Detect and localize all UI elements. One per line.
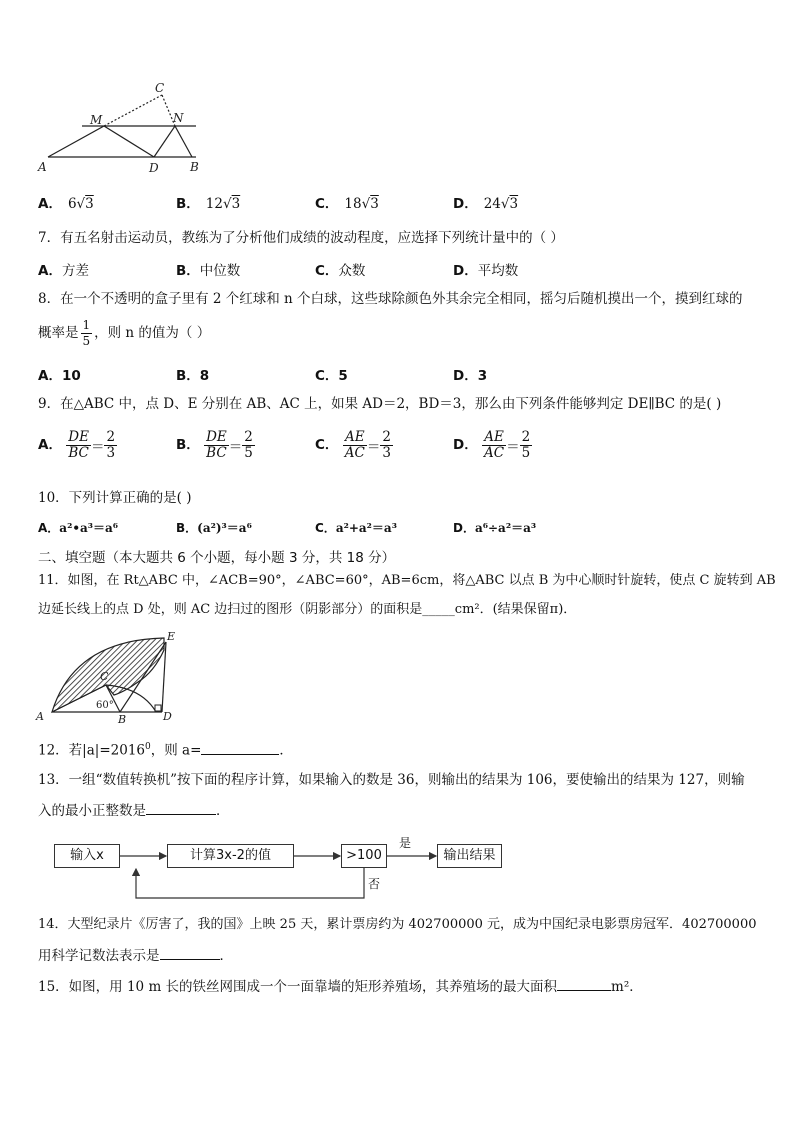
q13-line1: 13．一组“数值转换机”按下面的程序计算，如果输入的数是 36，则输出的结果为 106，要使输出的结果为 127，则输 [38,772,745,788]
q8-option-c: C．5 [315,368,348,384]
flow-compute-box: 计算3x-2的值 [167,844,294,868]
flow-input-box: 输入x [54,844,120,868]
q8-option-d: D．3 [453,368,488,384]
label-a: A [38,160,47,174]
q14-answer-blank[interactable] [160,947,220,960]
label-c: C [155,81,165,95]
arrow-loop-back [136,868,364,898]
q10-text: 10．下列计算正确的是( ) [38,490,192,506]
q9-option-c: C． $\frac{AE}{AC}$ ＝ $\frac{2}{3}$ [315,429,391,461]
q14-line2: 用科学记数法表示是 ． [38,948,233,964]
section-2-heading: 二、填空题（本大题共 6 个小题，每小题 3 分，共 18 分） [38,550,396,566]
q7-option-a: A．方差 [38,263,89,279]
q8-line1: 8．在一个不透明的盒子里有 2 个红球和 n 个白球，这些球除颜色外其余完全相同，摇匀后随机摸出一个，摸到红球的 [38,291,743,307]
q7-text: 7．有五名射击运动员，教练为了分析他们成绩的波动程度，应选择下列统计量中的（ ） [38,230,564,246]
label-b: B [190,160,199,174]
q10-option-c: C．a²+a²＝a³ [315,521,397,535]
label-c2: C [100,670,109,683]
q8-option-b: B．8 [176,368,210,384]
q6-option-b: B． 12√3 [176,196,241,212]
q6-option-d: D． 24√3 [453,196,519,212]
label-n: N [173,111,184,125]
flow-yes-label: 是 [399,836,412,850]
q13-line2: 入的最小正整数是 ． [38,803,230,819]
label-angle: 60° [96,700,114,711]
flow-compare-box: >100 [341,844,387,868]
label-b2: B [118,713,127,726]
q9-option-a: A． $\frac{DE}{BC}$ ＝ $\frac{2}{3}$ [38,429,116,461]
q8-line2: 概率是 $\frac{1}{5}$ ，则 n 的值为（ ） [38,318,211,348]
q15-answer-blank[interactable] [557,978,611,991]
label-d: D [149,161,159,175]
q12-text: 12．若$|a|=2016^0$，则 a= ． [38,742,293,759]
q10-option-b: B．(a²)³＝a⁶ [176,521,252,535]
q14-line1: 14．大型纪录片《厉害了，我的国》上映 25 天，累计票房约为 402700000 元，成为中国纪录电影票房冠军．402700000 [38,917,757,932]
label-a2: A [36,710,44,723]
flow-no-label: 否 [368,877,381,891]
q9-option-b: B． $\frac{DE}{BC}$ ＝ $\frac{2}{5}$ [176,429,253,461]
q11-line2: 边延长线上的点 D 处，则 AC 边扫过的图形（阴影部分）的面积是_____cm²．(结果保留π)． [38,602,577,617]
label-d2: D [163,710,172,723]
label-e: E [167,630,176,643]
q7-option-c: C．众数 [315,263,366,279]
label-m: M [90,113,103,127]
q8-option-a: A．10 [38,368,81,384]
q7-option-d: D．平均数 [453,263,519,279]
q9-text: 9．在△ABC 中，点 D、E 分别在 AB、AC 上，如果 AD＝2，BD＝3，那么由下列条件能够判定 DE∥BC 的是( ) [38,396,722,412]
q11-line1: 11．如图，在 Rt△ABC 中，∠ACB=90°，∠ABC=60°，AB=6cm，将△ABC 以点 B 为中心顺时针旋转，使点 C 旋转到 AB [38,573,776,588]
q6-option-c: C． 18√3 [315,196,379,212]
q15-text: 15．如图，用 10 m 长的铁丝网围成一个一面靠墙的矩形养殖场，其养殖场的最大面积 m²． [38,979,643,995]
flow-output-box: 输出结果 [437,844,502,868]
q9-option-d: D． $\frac{AE}{AC}$ ＝ $\frac{2}{5}$ [453,429,531,461]
q6-option-a: A． 6√3 [38,196,94,212]
q10-option-d: D．a⁶÷a²＝a³ [453,521,537,535]
q7-option-b: B．中位数 [176,263,241,279]
q10-option-a: A．a²•a³＝a⁶ [38,521,119,535]
